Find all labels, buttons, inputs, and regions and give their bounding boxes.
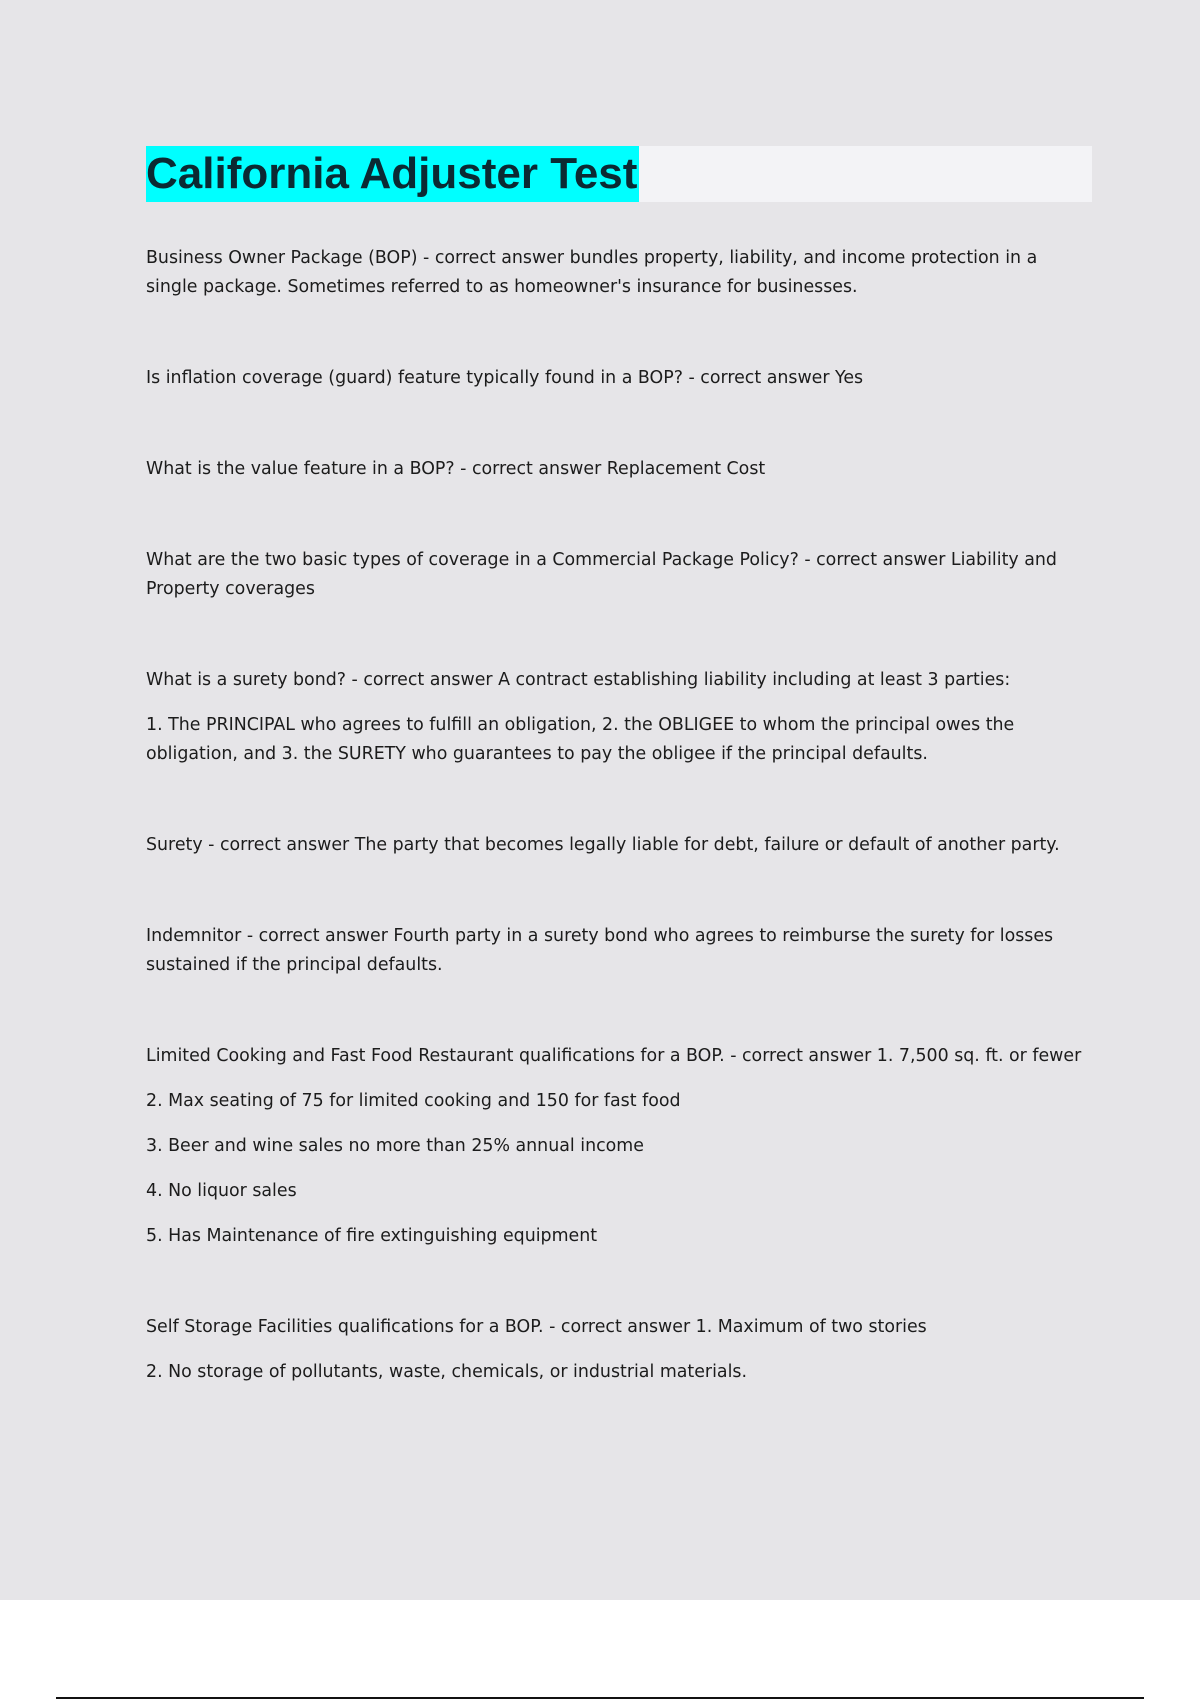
qa-line: What is a surety bond? - correct answer A contract establishing liability including at least 3 parties: — [146, 670, 1011, 690]
qa-line: Limited Cooking and Fast Food Restaurant qualifications for a BOP. - correct answer 1. 7,500 sq. ft. or fewer — [146, 1046, 1082, 1066]
qa-entry — [146, 1042, 1094, 1251]
qa-entry — [146, 244, 1094, 302]
qa-entry — [146, 364, 1094, 393]
qa-line: Indemnitor - correct answer Fourth party in a surety bond who agrees to reimburse the surety for losses sustained if the principal defaults. — [146, 926, 1054, 975]
qa-line: Self Storage Facilities qualifications for a BOP. - correct answer 1. Maximum of two stories — [146, 1317, 927, 1337]
qa-line: 5. Has Maintenance of fire extinguishing equipment — [146, 1226, 598, 1246]
qa-line: Surety - correct answer The party that becomes legally liable for debt, failure or default of another party. — [146, 835, 1060, 855]
qa-line: What are the two basic types of coverage in a Commercial Package Policy? - correct answer Liability and Property coverages — [146, 550, 1057, 599]
qa-line: Is inflation coverage (guard) feature typically found in a BOP? - correct answer Yes — [146, 368, 864, 388]
document-title: California Adjuster Test — [146, 146, 639, 202]
qa-entry — [146, 1313, 1094, 1387]
qa-entry — [146, 831, 1094, 860]
qa-line: Business Owner Package (BOP) - correct answer bundles property, liability, and income protection in a single package. Sometimes referred to as homeowner's insurance for businesses. — [146, 248, 1038, 297]
qa-line: 4. No liquor sales — [146, 1181, 297, 1201]
qa-line: 1. The PRINCIPAL who agrees to fulfill an obligation, 2. the OBLIGEE to whom the principal owes the obligation, and 3. the SURETY who guarantees to pay the obligee if the principal defaults. — [146, 715, 1015, 764]
footer-divider — [56, 1697, 1144, 1699]
qa-line: What is the value feature in a BOP? - correct answer Replacement Cost — [146, 459, 766, 479]
qa-line: 3. Beer and wine sales no more than 25% annual income — [146, 1136, 644, 1156]
qa-line: 2. No storage of pollutants, waste, chemicals, or industrial materials. — [146, 1362, 747, 1382]
qa-entry — [146, 666, 1094, 769]
qa-entry — [146, 922, 1094, 980]
qa-line: 2. Max seating of 75 for limited cooking and 150 for fast food — [146, 1091, 681, 1111]
qa-list — [146, 244, 1094, 1387]
qa-entry — [146, 455, 1094, 484]
qa-entry — [146, 546, 1094, 604]
